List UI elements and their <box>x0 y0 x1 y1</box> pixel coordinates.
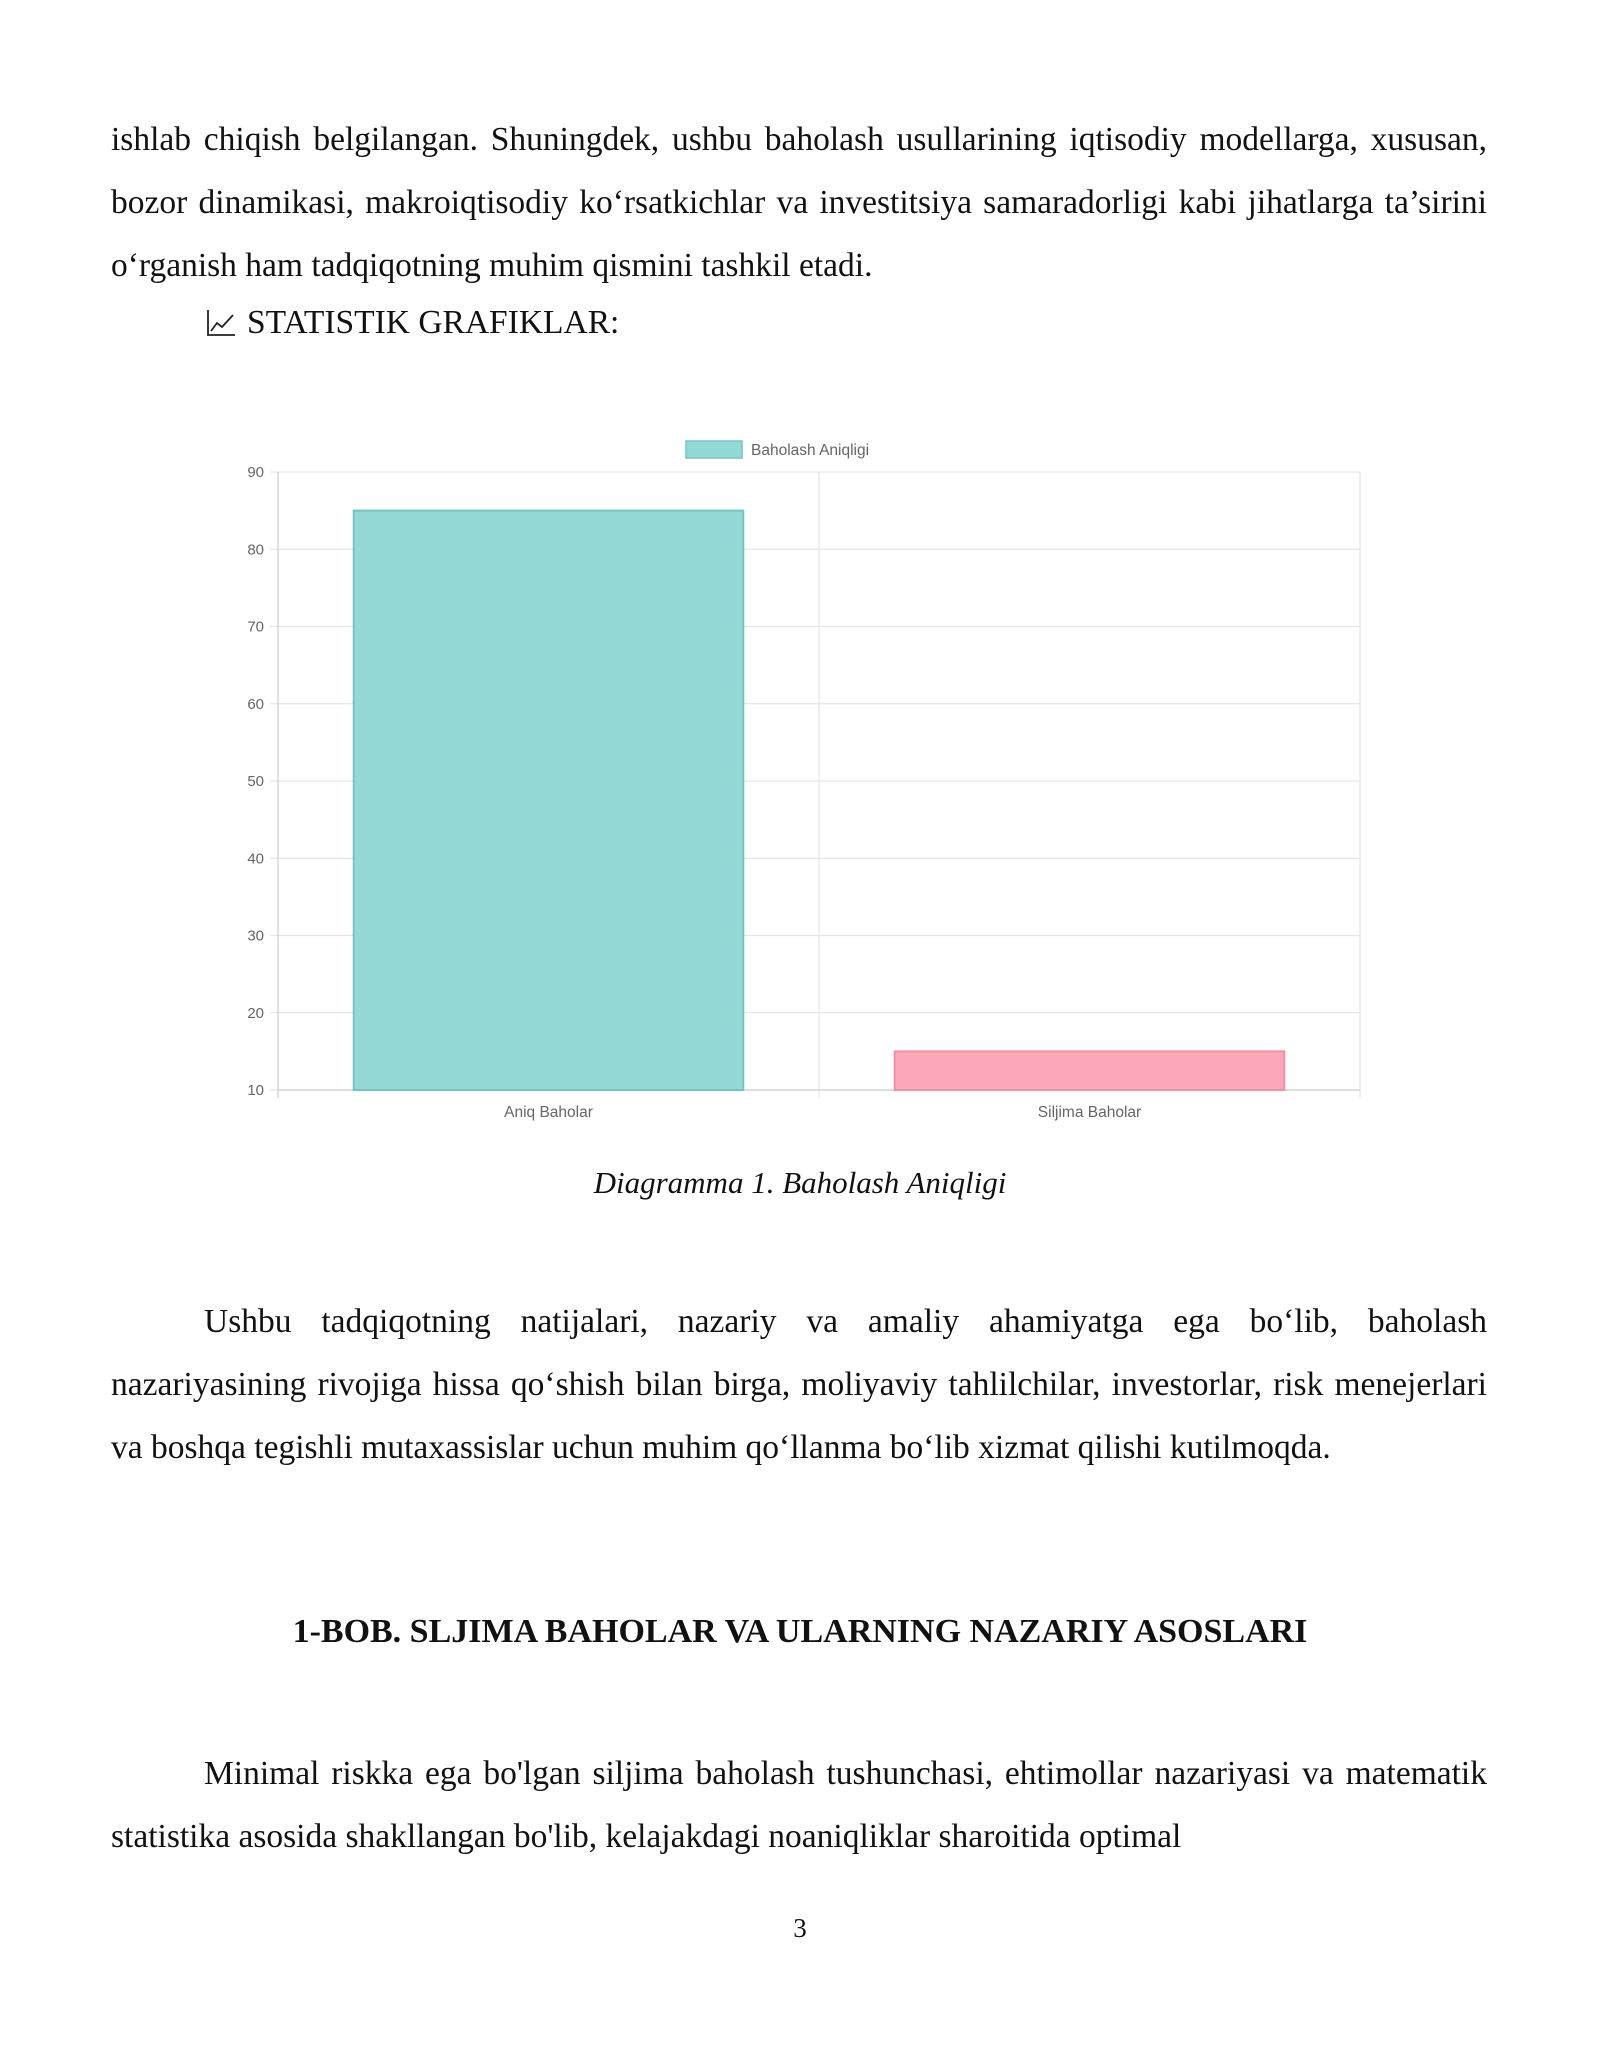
y-tick-label: 30 <box>247 927 264 945</box>
statistics-heading <box>205 296 619 350</box>
y-tick-label: 70 <box>247 618 264 636</box>
legend-swatch <box>686 441 742 458</box>
x-tick-label: Siljima Baholar <box>1037 1104 1142 1121</box>
intro-paragraph: ishlab chiqish belgilangan. Shuningdek, ushbu baholash usullarining iqtisodiy modellarga, xususan, bozor dinamikasi, makroiqtisodiy ko‘rsatkichlar va investitsiya samaradorligi kabi jihatlarga ta’sirini o‘rganish ham tadqiqotning muhim qismini tashkil etadi. <box>111 121 1487 284</box>
bar <box>895 1051 1285 1090</box>
results-paragraph: Ushbu tadqiqotning natijalari, nazariy va amaliy ahamiyatga ega bo‘lib, baholash nazariyasining rivojiga hissa qo‘shish bilan birga, moliyaviy tahlilchilar, investorlar, risk menejerlari va boshqa tegishli mutaxassislar uchun muhim qo‘llanma bo‘lib xizmat qilishi kutilmoqda. <box>111 1303 1487 1466</box>
x-tick-label: Aniq Baholar <box>504 1104 593 1121</box>
y-tick-label: 20 <box>247 1004 264 1022</box>
statistics-heading-text: STATISTIK GRAFIKLAR: <box>247 304 620 341</box>
chart-increasing-icon <box>205 308 237 338</box>
y-tick-label: 10 <box>247 1082 264 1099</box>
bar-chart <box>220 425 1380 1140</box>
y-tick-label: 50 <box>247 773 264 790</box>
page-number: 3 <box>793 1913 807 1943</box>
minimal-risk-paragraph: Minimal riskka ega bo'lgan siljima baholash tushunchasi, ehtimollar nazariyasi va matematik statistika asosida shakllangan bo'lib, kelajakdagi noaniqliklar sharoitida optimal <box>111 1755 1487 1855</box>
legend-label: Baholash Aniqligi <box>751 442 870 459</box>
y-tick-label: 90 <box>247 464 264 481</box>
chart-caption: Diagramma 1. Baholash Aniqligi <box>593 1165 1007 1200</box>
y-tick-label: 40 <box>247 850 264 868</box>
bar-chart-svg <box>220 425 1380 1140</box>
bar <box>354 511 744 1090</box>
y-tick-label: 60 <box>247 695 264 713</box>
y-tick-label: 80 <box>247 541 264 559</box>
chapter-title: 1-BOB. SLJIMA BAHOLAR VA ULARNING NAZARIY ASOSLARI <box>292 1613 1308 1650</box>
